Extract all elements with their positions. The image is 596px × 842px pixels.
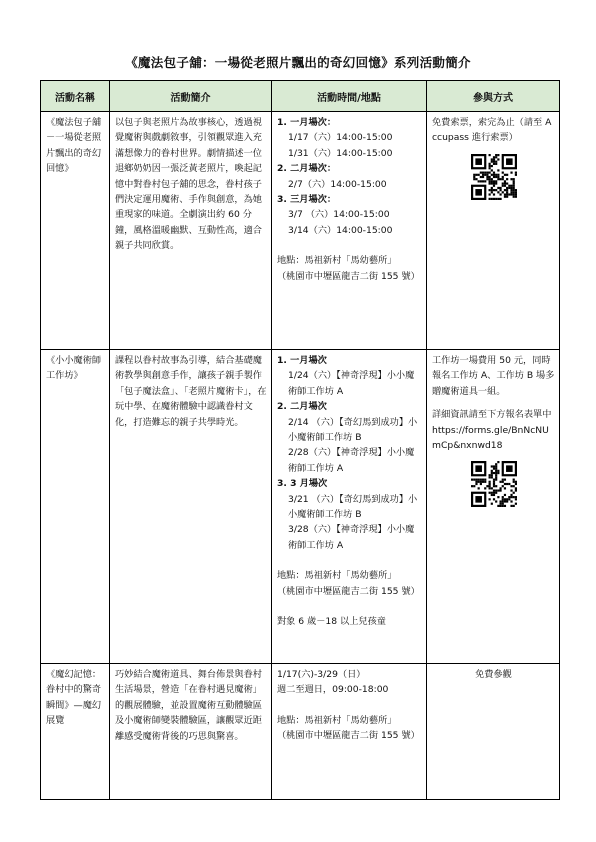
row-intro: 以包子與老照片為故事核心，透過視覺魔術與戲劇敘事，引領觀眾進入充滿想像力的眷村世界。劇情描述一位退鄉奶奶因一張泛黃老照片，喚起記憶中對眷村包子舖的思念，眷村孩子們決定運用魔術、手作與創意，為她重現家的味道。全劇演出約 60 分鐘，風格溫暖幽默、互動性高，適合親子共同欣賞。 [110, 112, 272, 350]
time-line: 2/28（六）【神奇浮現】小小魔術師工作坊 A [288, 447, 415, 474]
time-line: 2. 二月場次： [277, 163, 337, 175]
spacer [277, 238, 422, 253]
location-line: 地點：馬祖新村「馬幼藝所」 [277, 570, 397, 582]
address-line: （桃園市中壢區龍吉二街 155 號） [277, 585, 420, 597]
time-line: 2/7（六）14:00-15:00 [288, 178, 387, 190]
spacer [277, 553, 422, 568]
table-row [41, 350, 560, 664]
time-line: 3/7 （六）14:00-15:00 [288, 209, 390, 221]
row-intro: 巧妙結合魔術道具、舞台佈景與眷村生活場景，營造「在眷村遇見魔術」的觀展體驗，並設置魔術互動體驗區及小魔術師變裝體驗區，讓觀眾近距離感受魔術背後的巧思與驚喜。 [110, 664, 272, 800]
row-name: 《魔幻記憶：眷村中的驚奇瞬間》—魔幻展覽 [41, 664, 110, 800]
time-line: 3/14（六）14:00-15:00 [288, 224, 393, 236]
time-line: 3. 3 月場次 [277, 478, 328, 490]
row-intro: 課程以眷村故事為引導，結合基礎魔術教學與創意手作，讓孩子親手製作「包子魔法盒」、「老照片魔術卡」，在玩中學、在魔術體驗中認識眷村文化，打造難忘的親子共學時光。 [110, 350, 272, 664]
spacer [432, 399, 555, 407]
spacer [277, 599, 422, 614]
time-line: 1. 一月場次 [277, 355, 327, 366]
time-line: 1/31（六）14:00-15:00 [288, 147, 393, 159]
row-participation [427, 664, 560, 800]
header-intro: 活動簡介 [110, 81, 272, 112]
address-line: （桃園市中壢區龍吉二街 155 號） [277, 270, 420, 282]
qr-code-icon[interactable] [471, 154, 517, 200]
time-line: 1/17（六）14:00-15:00 [288, 132, 393, 144]
header-participation: 參與方式 [427, 81, 560, 112]
time-line: 3/21 （六）【奇幻馬到成功】小小魔術師工作坊 B [288, 493, 418, 521]
table-row [41, 664, 560, 800]
time-line: 2. 二月場次 [277, 401, 327, 413]
row-participation [427, 350, 560, 664]
row-name: 《魔法包子舖－一場從老照片飄出的奇幻回憶》 [41, 112, 110, 350]
time-line: 1. 一月場次： [277, 117, 337, 128]
row-time-place [272, 350, 427, 664]
header-name: 活動名稱 [41, 81, 110, 112]
header-time-place: 活動時間/地點 [272, 81, 427, 112]
qr-code-icon[interactable] [471, 461, 517, 507]
row-time-place [272, 112, 427, 350]
time-line: 3/28（六）【神奇浮現】小小魔術師工作坊 A [288, 524, 415, 551]
participation-text: 免費參觀 [475, 669, 512, 680]
time-line: 3. 三月場次： [277, 194, 337, 206]
location-line: 地點：馬祖新村「馬幼藝所」 [277, 714, 397, 726]
table-row [41, 112, 560, 350]
time-line: 1/24（六）【神奇浮現】小小魔術師工作坊 A [288, 370, 415, 397]
time-line: 2/14 （六）【奇幻馬到成功】小小魔術師工作坊 B [288, 416, 418, 444]
time-line: 週二至週日，09:00-18:00 [277, 684, 389, 696]
page-title: 《魔法包子舖：一場從老照片飄出的奇幻回憶》系列活動簡介 [125, 55, 471, 70]
address-line: （桃園市中壢區龍吉二街 155 號） [277, 730, 420, 742]
time-line: 1/17(六)-3/29（日） [277, 669, 366, 680]
activity-table [40, 80, 560, 800]
participation-text: 工作坊一場費用 50 元，同時報名工作坊 A、工作坊 B 場多贈魔術道具一組。 [432, 355, 555, 397]
row-name: 《小小魔術師工作坊》 [41, 350, 110, 664]
participation-text: 免費索票，索完為止（請至 Accupass 進行索票） [432, 117, 552, 144]
row-participation [427, 112, 560, 350]
location-line: 地點：馬祖新村「馬幼藝所」 [277, 255, 397, 267]
registration-link[interactable]: 詳細資訊請至下方報名表單中 https://forms.gle/BnNcNUmCp&nxnwd18 [432, 409, 552, 452]
spacer [277, 698, 422, 713]
table-header-row [41, 81, 560, 112]
row-time-place [272, 664, 427, 800]
audience-line: 對象 6 歲－18 以上兒孩童 [277, 616, 386, 628]
